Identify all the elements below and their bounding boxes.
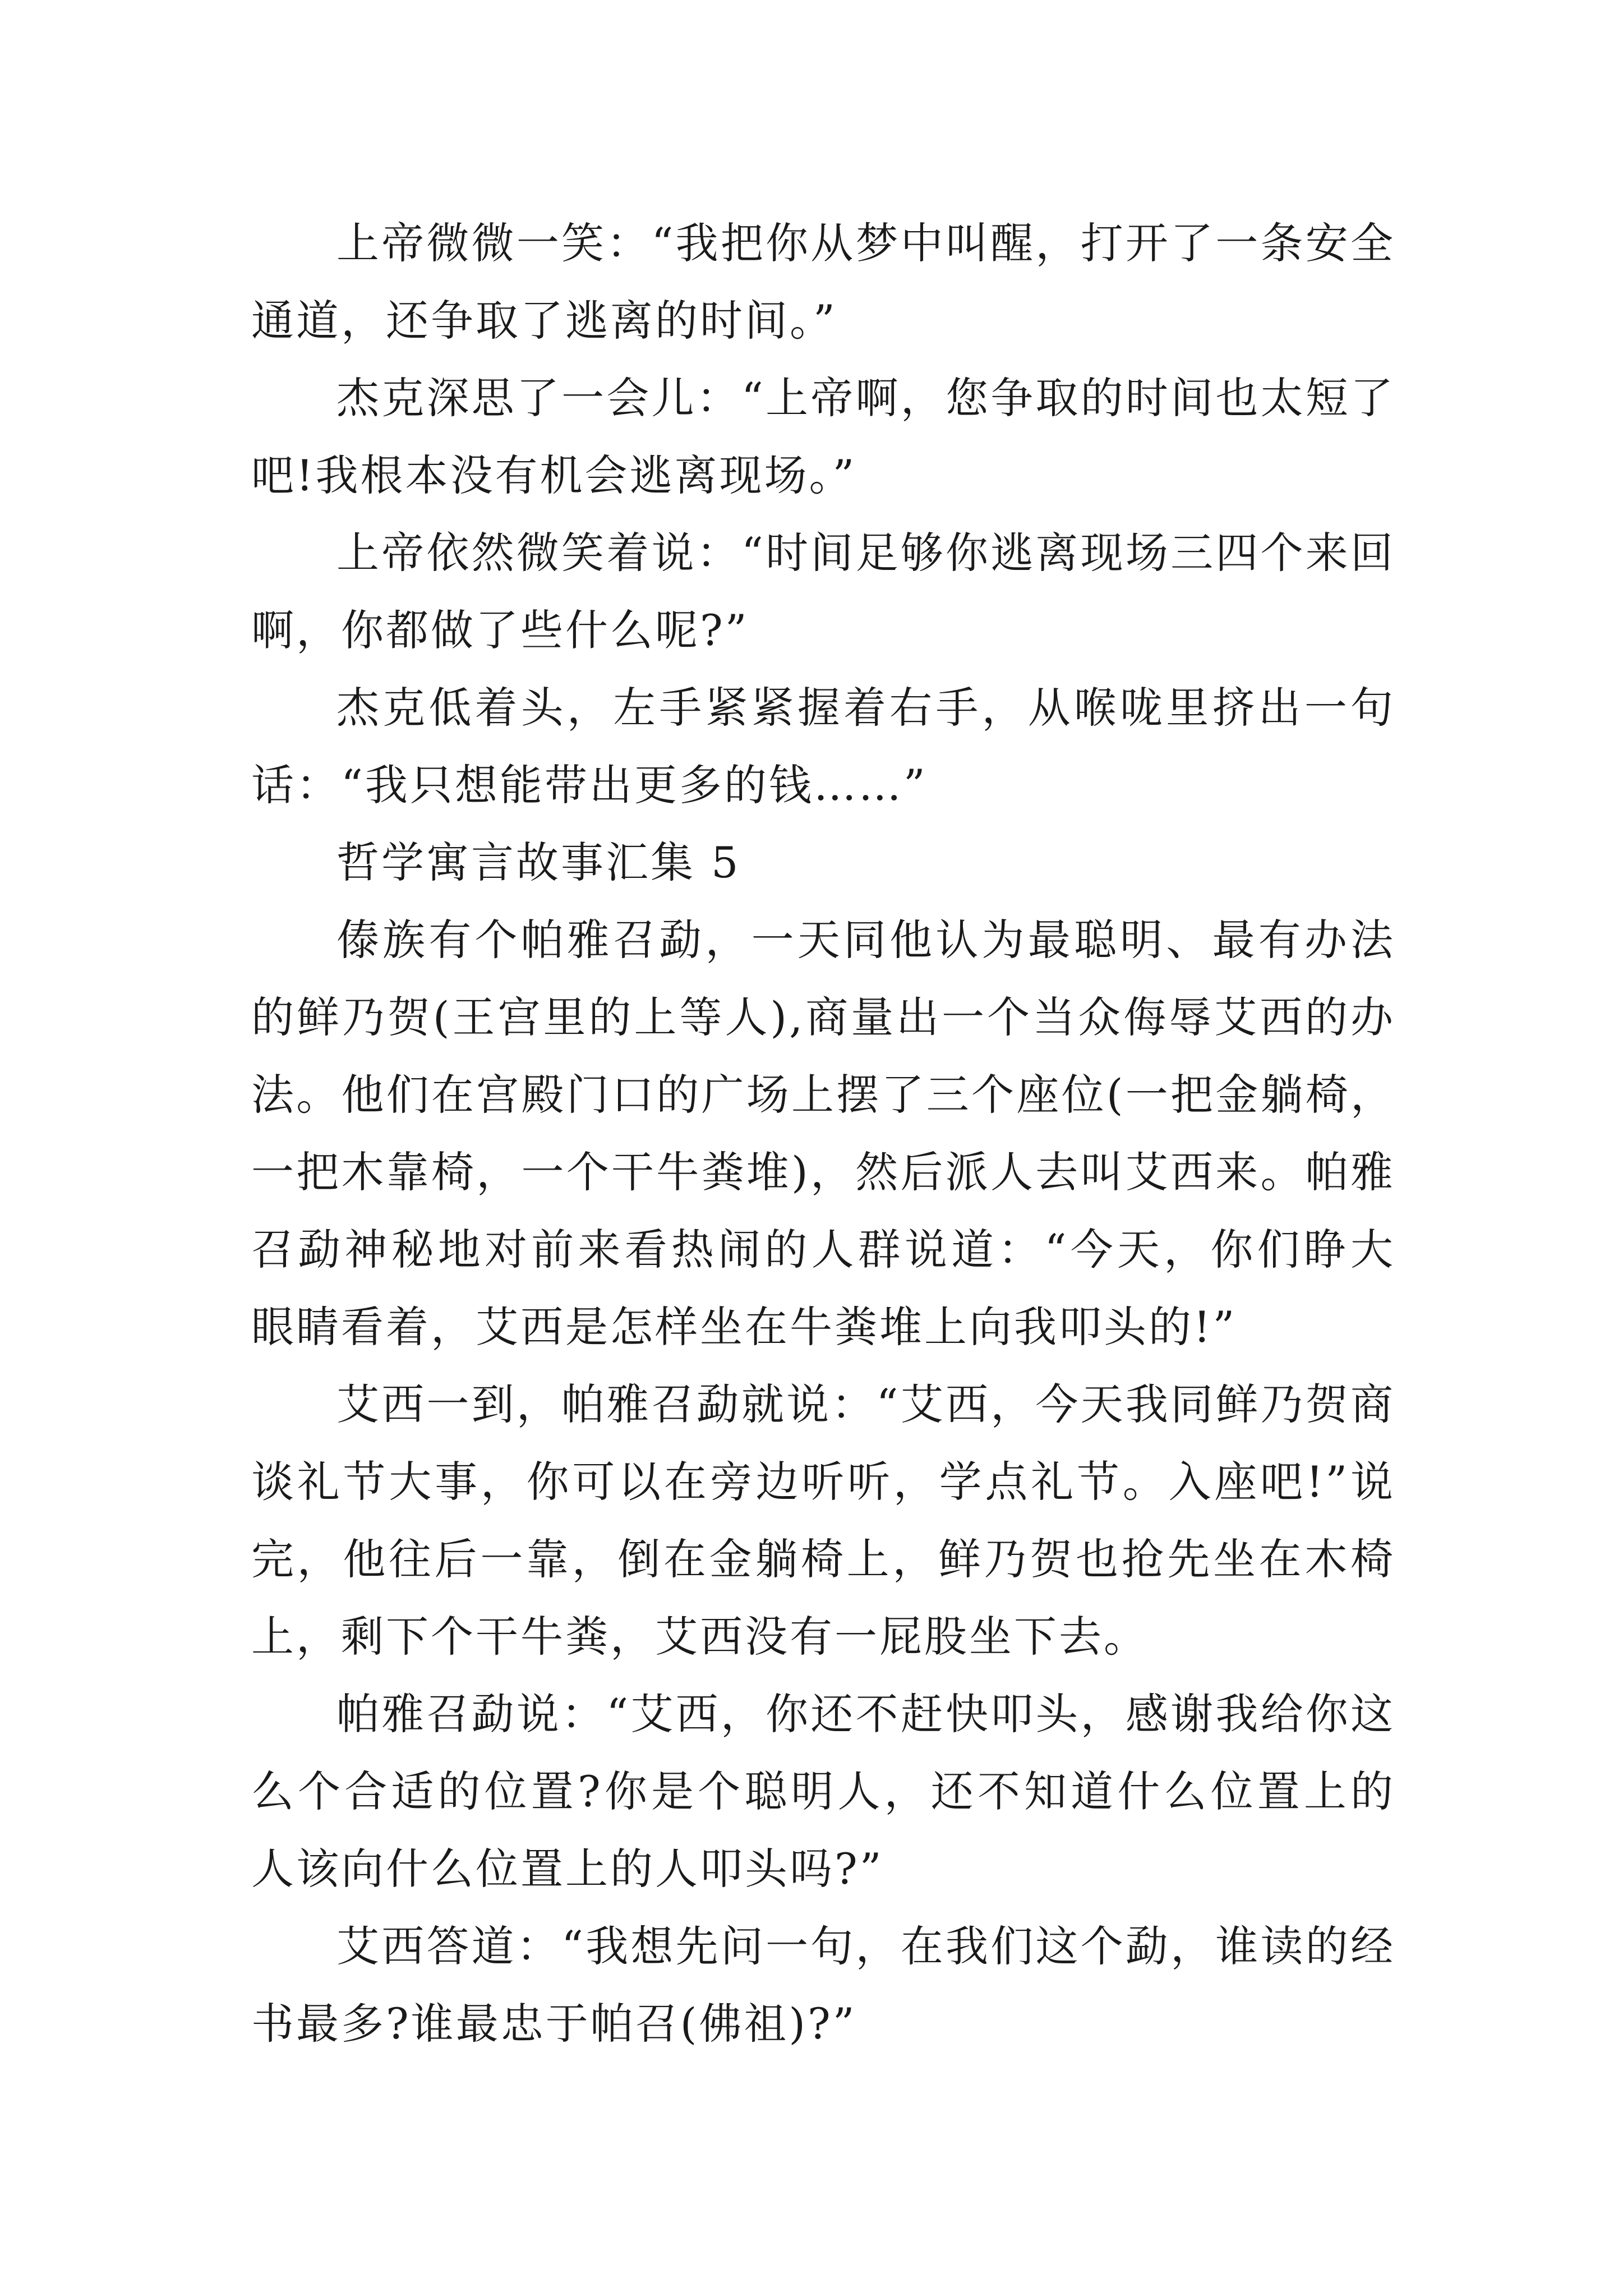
paragraph-3: 上帝依然微笑着说：“时间足够你逃离现场三四个来回啊，你都做了些什么呢?” xyxy=(251,528,1395,655)
paragraph-6: 艾西一到，帕雅召勐就说：“艾西，今天我同鲜乃贺商谈礼节大事，你可以在旁边听听，学点礼节。入座吧!”说完，他往后一靠，倒在金躺椅上，鲜乃贺也抢先坐在木椅上，剩下个干牛粪，艾西没有一屁股坐下去。 xyxy=(251,1379,1395,1662)
paragraph-8: 艾西答道：“我想先问一句，在我们这个勐，谁读的经书最多?谁最忠于帕召(佛祖)?” xyxy=(251,1921,1395,2049)
paragraph-2: 杰克深思了一会儿：“上帝啊，您争取的时间也太短了吧!我根本没有机会逃离现场。” xyxy=(251,373,1395,500)
paragraph-1: 上帝微微一笑：“我把你从梦中叫醒，打开了一条安全通道，还争取了逃离的时间。” xyxy=(251,218,1395,346)
paragraph-4: 杰克低着头，左手紧紧握着右手，从喉咙里挤出一句话：“我只想能带出更多的钱……” xyxy=(251,683,1395,810)
paragraph-5: 傣族有个帕雅召勐，一天同他认为最聪明、最有办法的鲜乃贺(王宫里的上等人),商量出一个当众侮辱艾西的办法。他们在宫殿门口的广场上摆了三个座位(一把金躺椅，一把木靠椅，一个干牛粪堆)，然后派人去叫艾西来。帕雅召勐神秘地对前来看热闹的人群说道：“今天，你们睁大眼睛看着，艾西是怎样坐在牛粪堆上向我叩头的!” xyxy=(251,915,1395,1352)
body-text xyxy=(251,205,1395,2063)
section-heading: 哲学寓言故事汇集 5 xyxy=(336,838,741,887)
paragraph-7: 帕雅召勐说：“艾西，你还不赶快叩头，感谢我给你这么个合适的位置?你是个聪明人，还不知道什么位置上的人该向什么位置上的人叩头吗?” xyxy=(251,1689,1395,1894)
